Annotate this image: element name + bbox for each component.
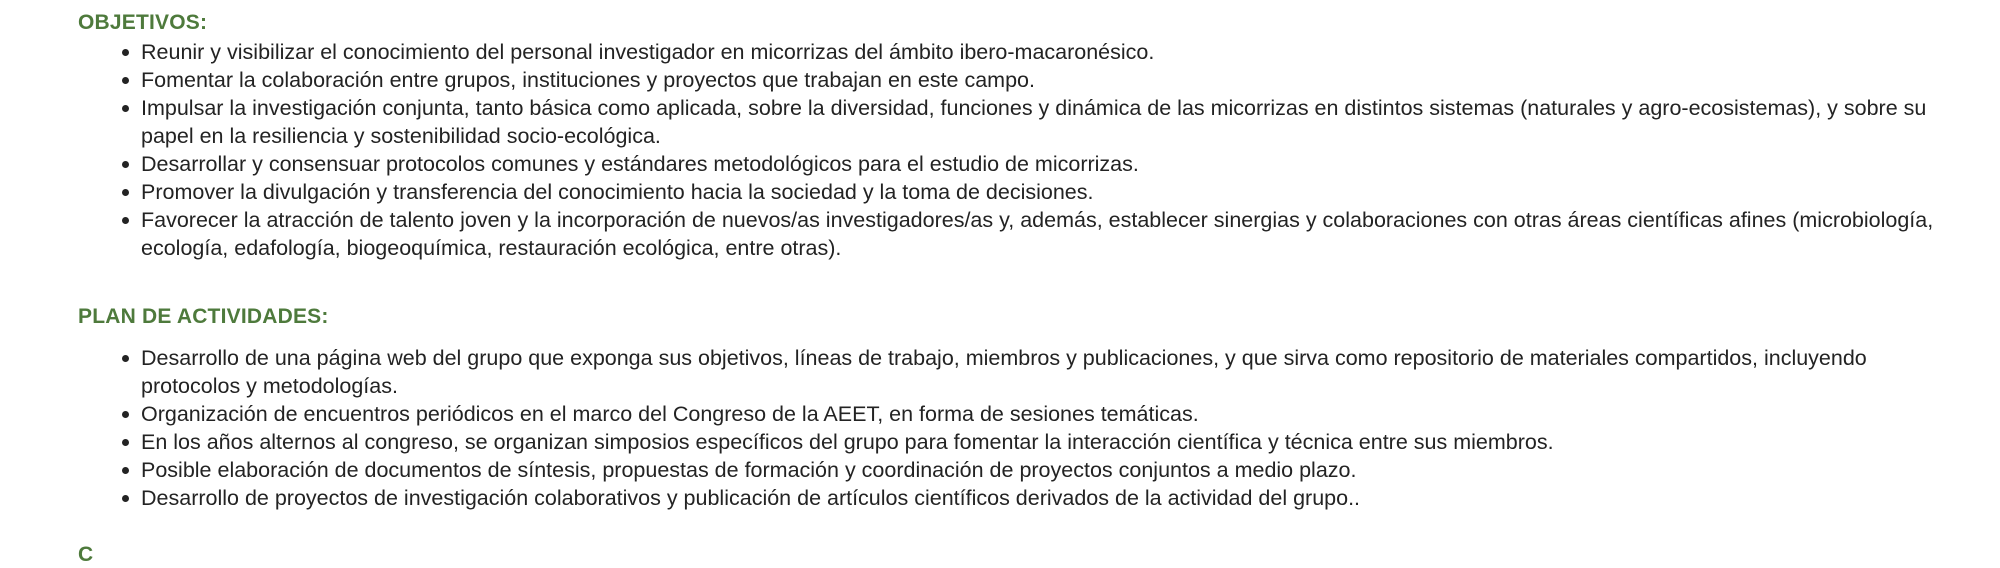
list-item: Posible elaboración de documentos de síntesis, propuestas de formación y coordinación de proyectos conjuntos a medio plazo. xyxy=(141,456,1971,484)
list-item: Fomentar la colaboración entre grupos, instituciones y proyectos que trabajan en este campo. xyxy=(141,66,1971,94)
list-item: En los años alternos al congreso, se organizan simposios específicos del grupo para fomentar la interacción científica y técnica entre sus miembros. xyxy=(141,428,1971,456)
list-item: Desarrollar y consensuar protocolos comunes y estándares metodológicos para el estudio de micorrizas. xyxy=(141,150,1971,178)
next-section-heading-partial: C xyxy=(78,543,94,566)
list-item: Favorecer la atracción de talento joven y la incorporación de nuevos/as investigadores/as y, además, establecer sinergias y colaboraciones con otras áreas científicas afines (microbiología, ecología, edafología, biogeoquímica, restauración ecológica, entre otras). xyxy=(141,206,1971,262)
list-item: Impulsar la investigación conjunta, tanto básica como aplicada, sobre la diversidad, funciones y dinámica de las micorrizas en distintos sistemas (naturales y agro-ecosistemas), y sobre su papel en la resiliencia y sostenibilidad socio-ecológica. xyxy=(141,94,1971,150)
list-item: Desarrollo de proyectos de investigación colaborativos y publicación de artículos científicos derivados de la actividad del grupo.. xyxy=(141,484,1971,512)
plan-actividades-list xyxy=(141,344,1971,512)
plan-actividades-heading: PLAN DE ACTIVIDADES: xyxy=(78,305,329,328)
objetivos-list xyxy=(141,38,1971,262)
list-item: Promover la divulgación y transferencia del conocimiento hacia la sociedad y la toma de decisiones. xyxy=(141,178,1971,206)
list-item: Desarrollo de una página web del grupo que exponga sus objetivos, líneas de trabajo, miembros y publicaciones, y que sirva como repositorio de materiales compartidos, incluyendo protocolos y metodologías. xyxy=(141,344,1971,400)
list-item: Organización de encuentros periódicos en el marco del Congreso de la AEET, en forma de sesiones temáticas. xyxy=(141,400,1971,428)
list-item: Reunir y visibilizar el conocimiento del personal investigador en micorrizas del ámbito ibero-macaronésico. xyxy=(141,38,1971,66)
objetivos-heading: OBJETIVOS: xyxy=(78,11,208,34)
